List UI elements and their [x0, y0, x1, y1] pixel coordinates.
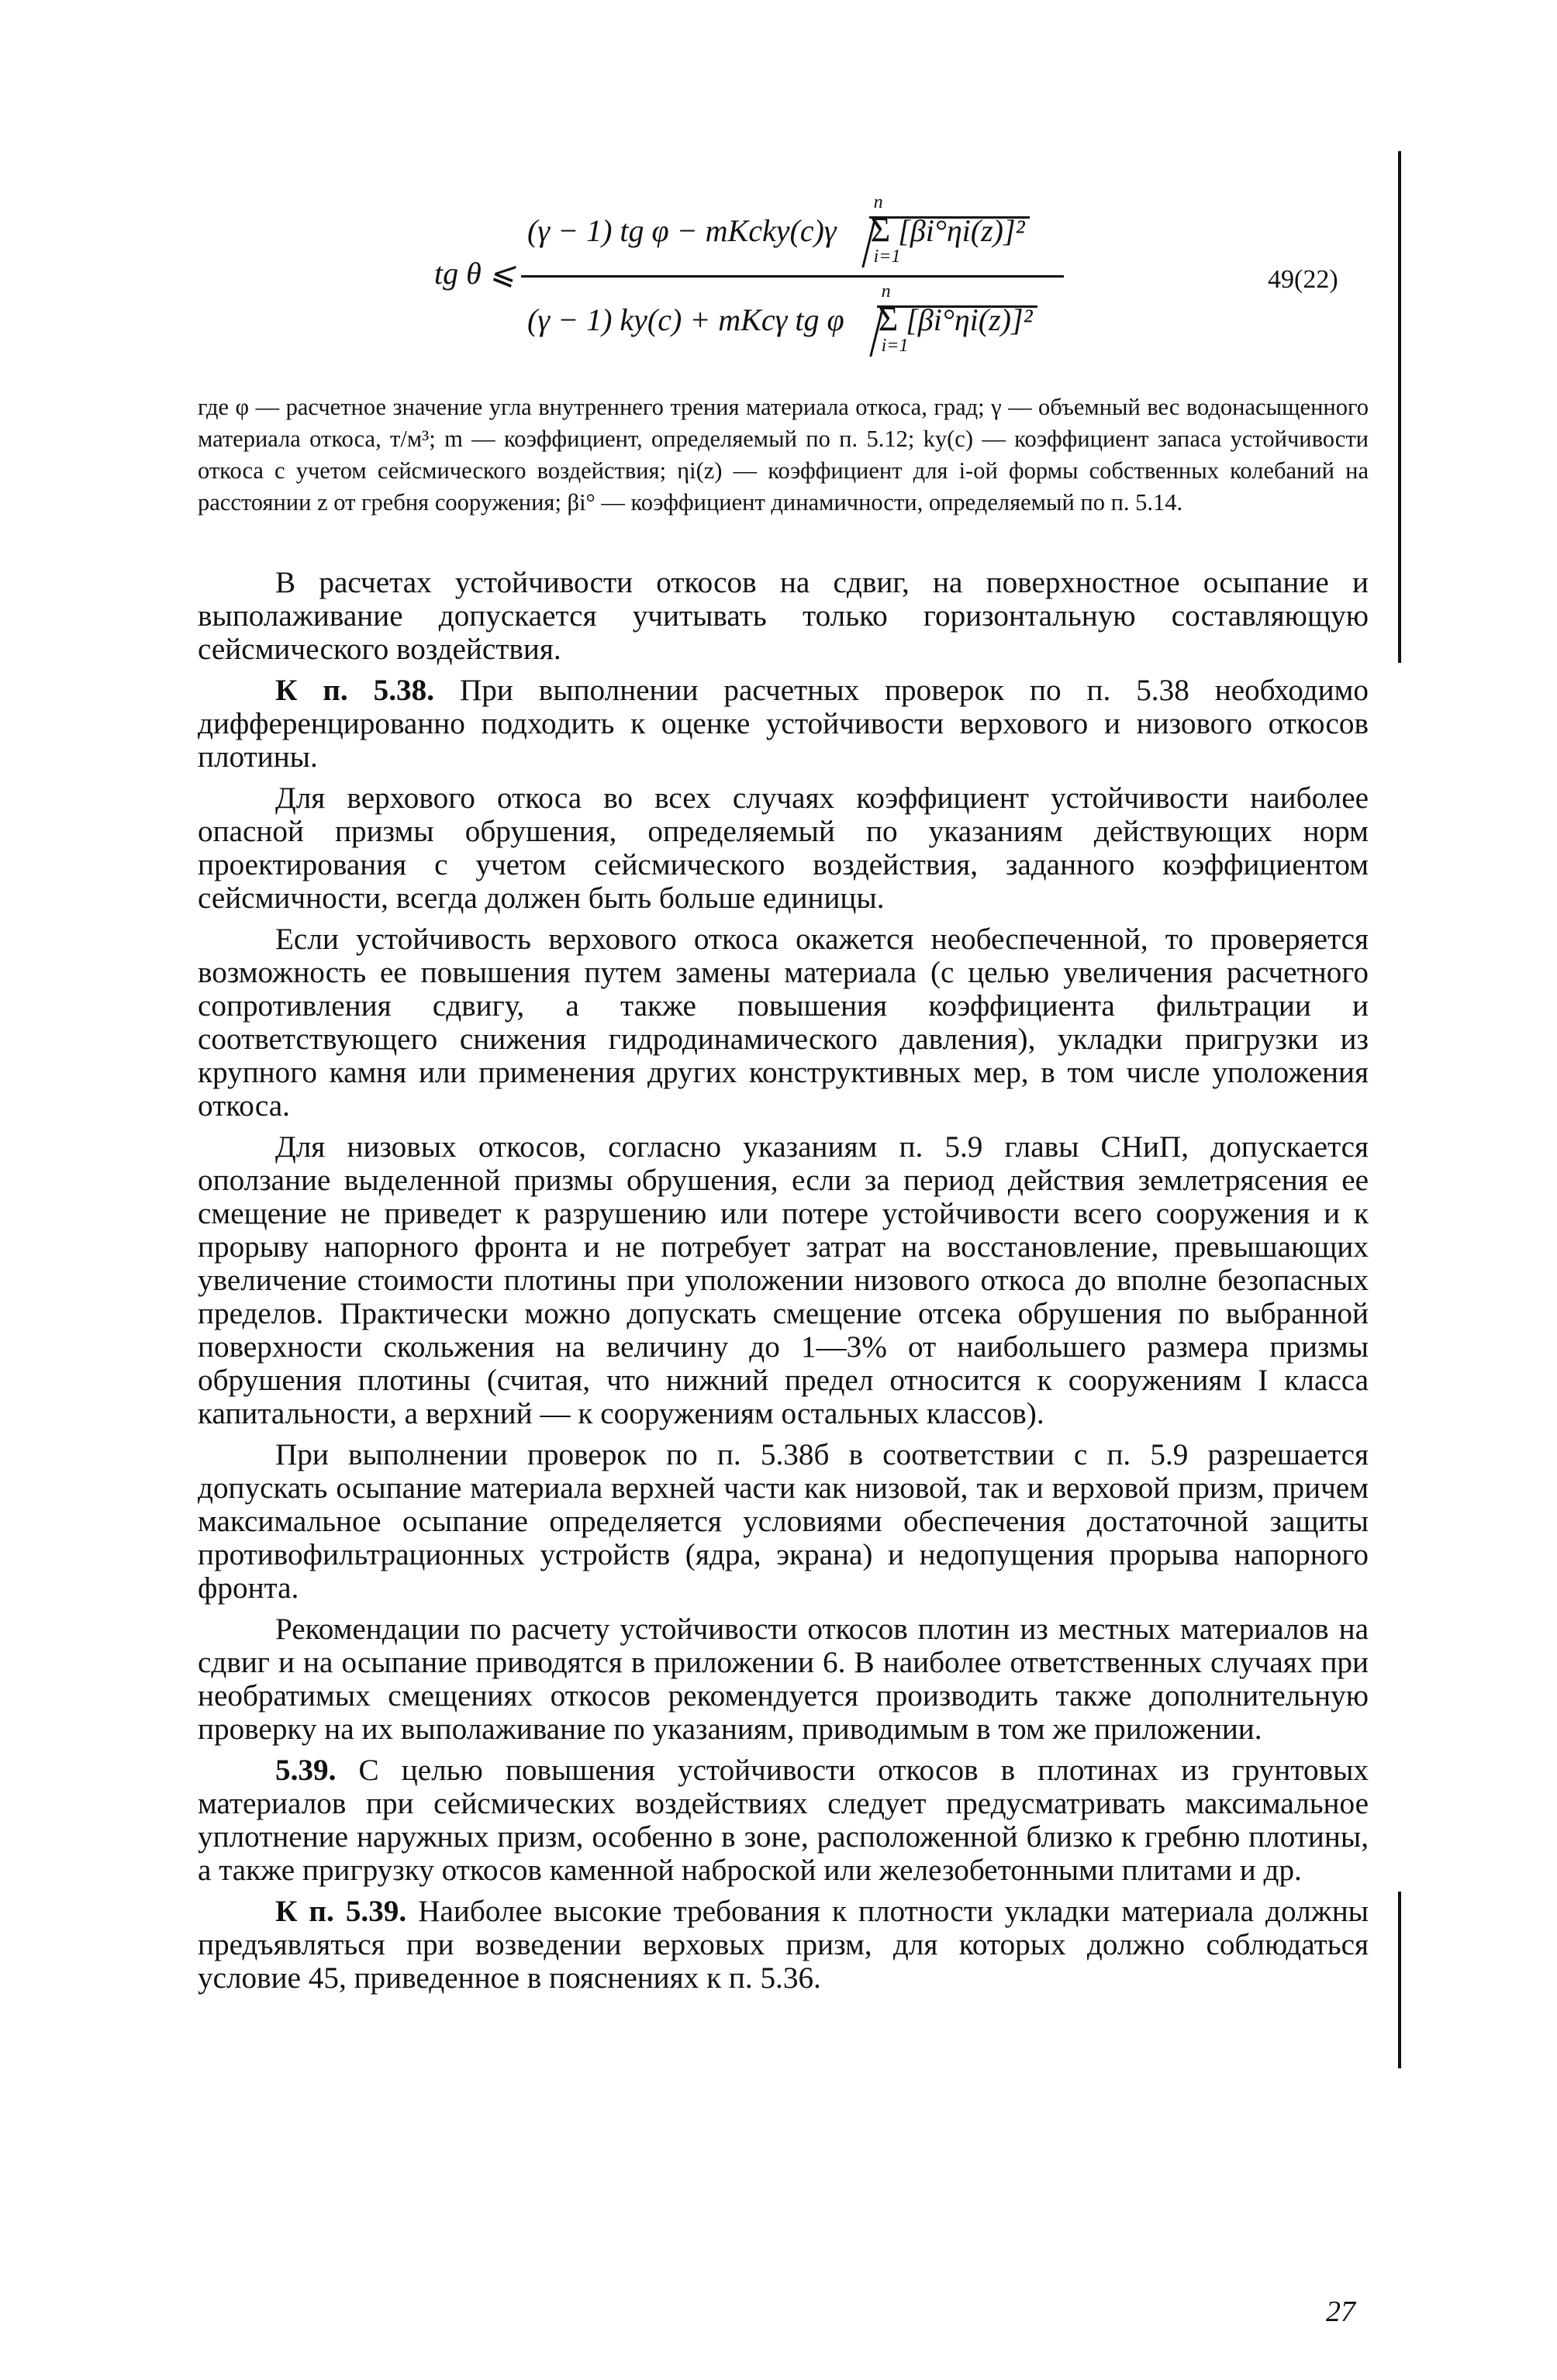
formula-number: 49(22) — [1268, 265, 1338, 294]
margin-change-bar — [1398, 151, 1401, 663]
sum-sign: Σ — [870, 211, 891, 249]
formula-numerator — [527, 192, 1025, 267]
paragraph — [198, 1754, 1369, 1887]
numerator-sqrt — [844, 192, 1025, 267]
paragraph — [198, 1613, 1369, 1746]
sum-upper-limit: n — [873, 192, 883, 212]
sum-lower-limit: i=1 — [873, 247, 901, 267]
formula-49-22 — [434, 167, 1086, 376]
formula-lhs: tg θ ⩽ — [434, 256, 516, 291]
margin-change-bar — [1398, 1892, 1401, 2068]
paragraph — [198, 1895, 1369, 1995]
paragraph — [198, 1130, 1369, 1430]
paragraph-lead: 5.39. — [275, 1754, 337, 1787]
paragraph-text: Рекомендации по расчету устойчивости откосов плотин из местных материалов на сдвиг и на осыпание приводятся в приложении 6. В наиболее ответственных случаях при необратимых смещениях откосов рекомендуется производить также дополнительную проверку на их выполаживание по указаниям, приводимым в том же приложении. — [198, 1613, 1369, 1746]
numerator-expression: (γ − 1) tg φ − mKcky(c)γ — [527, 213, 837, 248]
paragraph-text: При выполнении расчетных проверок по п. 5.38 необходимо дифференцированно подходить к оценке устойчивости верхового и низового откосов плотины. — [198, 674, 1369, 774]
page-number: 27 — [1326, 2295, 1355, 2328]
body-text — [198, 566, 1369, 1995]
paragraph — [198, 566, 1369, 666]
denominator-sum-term: [βi°ηi(z)]² — [906, 302, 1033, 337]
denominator-expression: (γ − 1) ky(c) + mKcγ tg φ — [527, 302, 844, 337]
paragraph — [198, 923, 1369, 1123]
paragraph — [198, 1438, 1369, 1605]
paragraph-lead: К п. 5.38. — [275, 674, 435, 707]
paragraph-text: При выполнении проверок по п. 5.38б в соответствии с п. 5.9 разрешается допускать осыпание материала верхней части как низовой, так и верховой призм, причем максимальное осыпание определяется условиями обеспечения достаточной защиты противофильтрационных устройств (ядра, экрана) и недопущения прорыва напорного фронта. — [198, 1438, 1369, 1605]
denominator-sqrt — [852, 281, 1033, 356]
paragraph-text: Для верхового откоса во всех случаях коэффициент устойчивости наиболее опасной призмы обрушения, определяемый по указаниям действующих норм проектирования с учетом сейсмического воздействия, заданного коэффициентом сейсмичности, всегда должен быть больше единицы. — [198, 781, 1369, 915]
paragraph-lead: К п. 5.39. — [275, 1895, 407, 1928]
paragraph-text: В расчетах устойчивости откосов на сдвиг, на поверхностное осыпание и выполаживание допускается учитывать только горизонтальную составляющую сейсмического воздействия. — [198, 566, 1369, 666]
paragraph-text: Для низовых откосов, согласно указаниям п. 5.9 главы СНиП, допускается оползание выделенной призмы обрушения, если за период действия землетрясения ее смещение не приведет к разрушению или потере устойчивости всего сооружения и к прорыву напорного фронта и не потребует затрат на восстановление, превышающих увеличение стоимости плотины при уположении низового откоса до вполне безопасных пределов. Практически можно допускать смещение отсека обрушения по выбранной поверхности скольжения на величину до 1—3% от наибольшего размера призмы обрушения плотины (считая, что нижний предел относится к сооружениям I класса капитальности, а верхний — к сооружениям остальных классов). — [198, 1130, 1369, 1430]
sum-lower-limit: i=1 — [881, 336, 909, 356]
formula-denominator — [527, 281, 1033, 356]
paragraph — [198, 781, 1369, 915]
paragraph-text: Если устойчивость верхового откоса окажется необеспеченной, то проверяется возможность ее повышения путем замены материала (с целью увеличения расчетного сопротивления сдвигу, а также повышения коэффициента фильтрации и соответствующего снижения гидродинамического давления), укладки пригрузки из крупного камня или применения других конструктивных мер, в том числе уположения откоса. — [198, 923, 1369, 1123]
paragraph-text: Наиболее высокие требования к плотности укладки материала должны предъявляться при возведении верховых призм, для которых должно соблюдаться условие 45, приведенное в пояснениях к п. 5.36. — [198, 1895, 1369, 1995]
sum-upper-limit: n — [881, 281, 891, 302]
numerator-sum — [870, 192, 901, 267]
paragraph-text: С целью повышения устойчивости откосов в плотинах из грунтовых материалов при сейсмических воздействиях следует предусматривать максимальное уплотнение наружных призм, особенно в зоне, расположенной близко к гребню плотины, а также пригрузку откосов каменной наброской или железобетонными плитами и др. — [198, 1754, 1369, 1887]
formula-explanation: где φ — расчетное значение угла внутреннего трения материала откоса, град; γ — объемный вес водонасыщенного материала откоса, т/м³; m — коэффициент, определяемый по п. 5.12; ky(c) — коэффициент запаса устойчивости откоса с учетом сейсмического воздействия; ηi(z) — коэффициент для i-ой формы собственных колебаний на расстоянии z от гребня сооружения; βi° — коэффициент динамичности, определяемый по п. 5.14. — [198, 394, 1369, 516]
sum-sign: Σ — [878, 300, 899, 338]
paragraph — [198, 674, 1369, 774]
numerator-sum-term: [βi°ηi(z)]² — [898, 213, 1025, 248]
denominator-sum — [878, 281, 909, 356]
fraction-bar — [521, 275, 1064, 278]
